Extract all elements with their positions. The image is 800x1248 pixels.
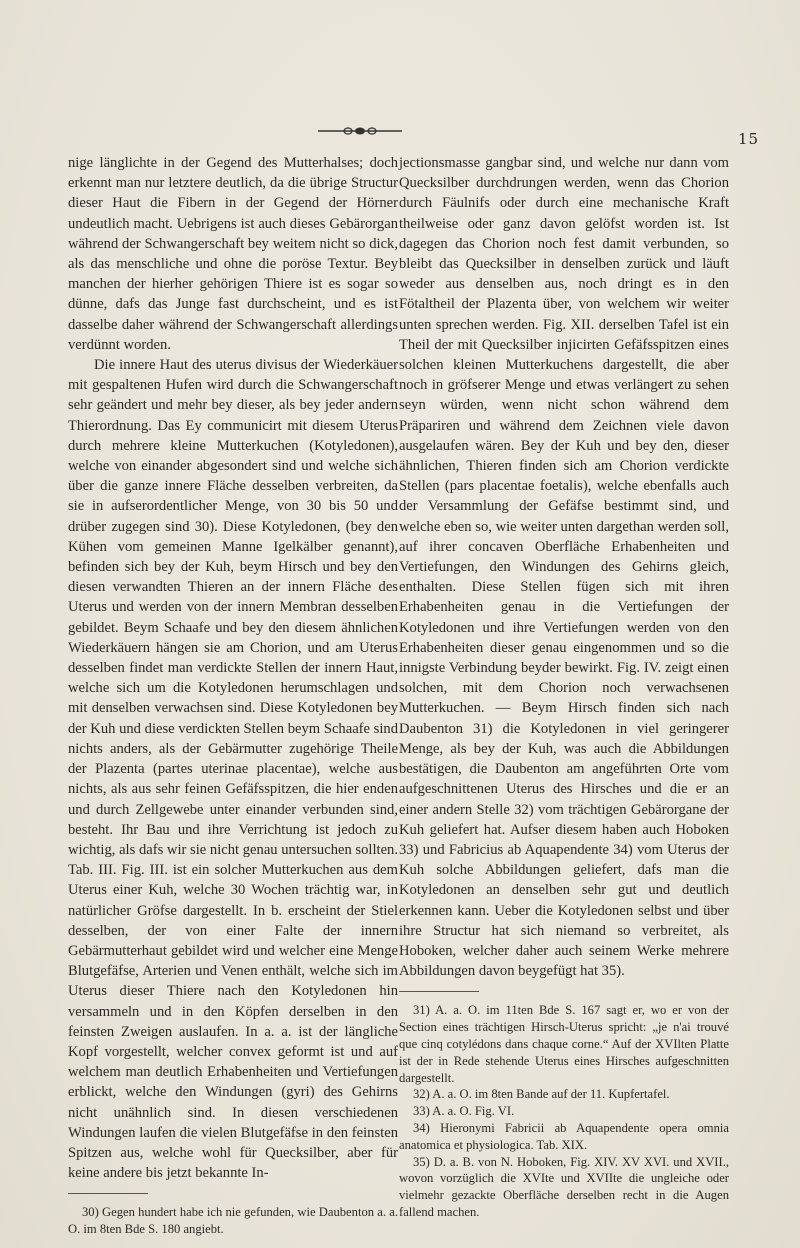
- page-number: 15: [738, 130, 760, 148]
- footnote: 30) Gegen hundert habe ich nie gefunden, wie Daubenton a. a. O. im 8ten Bde S. 180 angiebt.: [68, 1205, 398, 1237]
- paragraph: nige länglichte in der Gegend des Mutterhalses; doch erkennt man nur letztere deutlich, da die übrige Structur dieser Haut die Fibern in der Gegend der Hörner undeutlich macht. Uebrigens ist auch dieses Gebärorgan während der Schwangerschaft bey weitem nicht so dick, als das menschliche und ohne die poröse Textur. Bey manchen der hierher gehörigen Thiere ist es sogar so dünne, dafs das Junge fast durchscheint, und es ist dasselbe daher während der Schwangerschaft allerdings verdünnt worden.: [68, 155, 398, 353]
- header-ornament: [318, 126, 402, 136]
- footnote-rule: [68, 1193, 148, 1194]
- footnote: 35) D. a. B. von N. Hoboken, Fig. XIV. XV XVI. und XVII., wovon vorzüglich die XVIte und XVIIte die ungleiche oder vielmehr gezackte Oberfläche derselben recht in die Augen fallend machen.: [399, 1154, 729, 1219]
- footnote: 34) Hieronymi Fabricii ab Aquapendente opera omnia anatomica et physiologica. Tab. XIX.: [399, 1120, 729, 1152]
- paragraph: Die innere Haut des uterus divisus der Wiederkäuer mit gespaltenen Hufen wird durch die Schwangerschaft sehr geändert und mehr bey dieser, als bey jeder andern Thierordnung. Das Ey communicirt mit diesem Uterus durch mehrere kleine Mutterkuchen (Kotyledonen), welche von einander abgesondert sind und welche sich über die ganze innere Fläche desselben verbreiten, da sie in aufserordentlicher Menge, von 30 bis 50 und drüber zugegen sind 30). Diese Kotyledonen, (bey den Kühen vom gemeinen Manne Igelkälber genannt), befinden sich bey der Kuh, beym Hirsch und bey den diesen verwandten Thieren an der innern Fläche des Uterus und werden von der innern Membran desselben gebildet. Beym Schaafe und bey den diesem ähnlichen Wiederkäuern hängen sie am Chorion, und am Uterus desselben findet man verdickte Stellen der innern Haut, welche sich um die Kotyledonen herumschlagen und mit denselben verwachsen sind. Diese Kotyledonen bey der Kuh und diese verdickten Stellen beym Schaafe sind nichts anders, als der Gebärmutter zugehörige Theile der Plazenta (partes uterinae placentae), welche aus nichts, als aus sehr feinen Gefäfsspitzen, die hier enden und durch Zellgewebe unter einander verbunden sind, besteht. Ihr Bau und ihre Verrichtung ist jedoch zu wichtig, als dafs wir sie nicht genau untersuchen sollten. Tab. III. Fig. III. ist ein solcher Mutterkuchen aus dem Uterus einer Kuh, welche 30 Wochen trächtig war, in natürlicher Gröfse dargestellt. In b. erscheint der Stiel desselben, der von einer Falte der innern Gebärmutterhaut gebildet wird und welcher eine Menge Blutgefäfse, Arterien und Venen enthält, welche sich im Uterus dieser Thiere nach den Kotyledonen hin versammeln und in den Köpfen derselben in den feinsten Zweigen auslaufen. In a. a. ist der längliche Kopf vorgestellt, welcher convex geformt ist und auf welchem man deutlich Erhabenheiten und Vertiefungen erblickt, welche den Windungen (gyri) des Gehirns nicht unähnlich sind. In diesen verschiedenen Windungen laufen die vielen Blutgefäfse in den feinsten Spitzen aus, welche wohl für Quecksilber, aber für keine andere bis jetzt bekannte In-: [68, 357, 398, 1182]
- right-column: [399, 153, 729, 1221]
- footnote: 32) A. a. O. im 8ten Bande auf der 11. Kupfertafel.: [413, 1087, 670, 1102]
- footnote: 31) A. a. O. im 11ten Bde S. 167 sagt er, wo er von der Section eines trächtigen Hirsch-Uterus spricht: „je n'ai trouvé que cinq cotylédons dans chaque corne.“ Auf der XVIlten Platte ist der in Rede stehende Uterus eines Hirsches aufgeschnitten dargestellt.: [399, 1003, 729, 1085]
- left-column: [68, 153, 398, 1238]
- footnote: 33) A. a. O. Fig. VI.: [413, 1104, 515, 1119]
- footnote-rule: [399, 991, 479, 992]
- paragraph: jectionsmasse gangbar sind, und welche nur dann vom Quecksilber durchdrungen werden, wenn das Chorion durch Fäulnifs oder durch eine mechanische Kraft theilweise oder ganz davon gelöfst worden ist. Ist dagegen das Chorion noch fest damit verbunden, so bleibt das Quecksilber in denselben zurück und läuft weder aus denselben aus, noch dringt es in den Fötaltheil der Plazenta über, von welchem wir weiter unten sprechen werden. Fig. XII. derselben Tafel ist ein Theil der mit Quecksilber injicirten Gefäfsspitzen eines solchen kleinen Mutterkuchens dargestellt, die aber noch in gröfserer Menge und etwas verlängert zu sehen seyn würden, wenn nicht schon während dem Präpariren und während dem Zeichnen viele davon ausgelaufen wären. Bey der Kuh und bey den, dieser ähnlichen, Thieren finden sich am Chorion verdickte Stellen (pars placentae foetalis), welche ebenfalls auch der Versammlung der Gefäfse bestimmt sind, und welche eben so, wie weiter unten dargethan werden soll, auf ihrer concaven Oberfläche Erhabenheiten und Vertiefungen, den Windungen des Gehirns gleich, enthalten. Diese Stellen fügen sich mit ihren Erhabenheiten genau in die Vertiefungen der Kotyledonen und ihre Vertiefungen werden von den Erhabenheiten dieser genau eingenommen und so die innigste Verbindung beyder bewirkt. Fig. IV. zeigt einen solchen, mit dem Chorion noch verwachsenen Mutterkuchen. — Beym Hirsch finden sich nach Daubenton 31) die Kotyledonen in viel geringerer Menge, als bey der Kuh, was auch die Abbildungen bestätigen, die Daubenton am angeführten Orte vom aufgeschnittenen Uterus des Hirsches und die er an einer andern Stelle 32) vom trächtigen Gebärorgane der Kuh geliefert hat. Aufser diesem haben auch Hoboken 33) und Fabricius ab Aquapendente 34) vom Uterus der Kuh solche Abbildungen geliefert, dafs man die Kotyledonen an denselben sehr gut und deutlich erkennen kann. Ueber die Kotyledonen selbst und über ihre Structur hat sich niemand so verbreitet, als Hoboken, welcher daher auch seinem Werke mehrere Abbildungen davon beygefügt hat 35).: [399, 155, 729, 980]
